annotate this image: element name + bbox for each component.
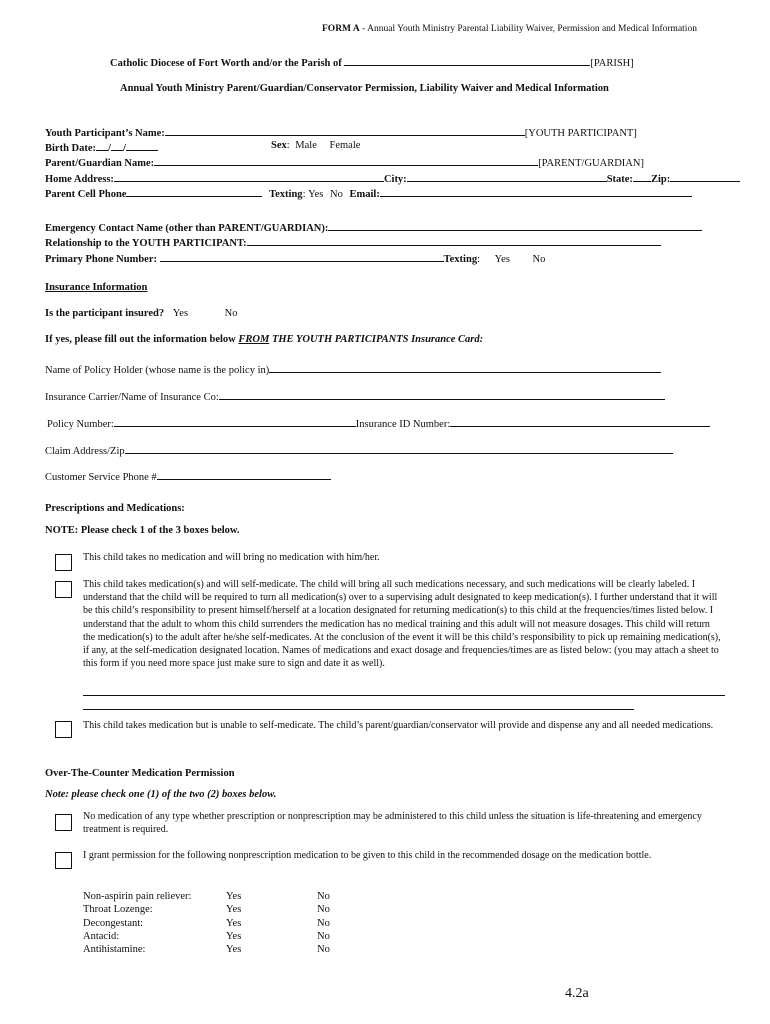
insurance-heading: Insurance Information: [45, 282, 148, 293]
medication-line-2[interactable]: [83, 709, 634, 710]
guardian-label: Parent/Guardian Name:: [45, 158, 155, 169]
insured-no[interactable]: No: [224, 308, 238, 319]
insured-yes[interactable]: Yes: [172, 308, 189, 319]
otc-item-name: Non-aspirin pain reliever:: [83, 891, 192, 902]
service-phone-field[interactable]: [157, 469, 331, 480]
emergency-texting-yes[interactable]: Yes: [494, 254, 510, 265]
otc-yes-option[interactable]: Yes: [226, 944, 242, 956]
carrier-row: [45, 389, 665, 403]
no-otc-checkbox[interactable]: [55, 814, 72, 831]
emergency-texting-label: Texting: [443, 254, 478, 265]
instr-text: THE YOUTH PARTICIPANTS Insurance Card: [269, 334, 480, 345]
policy-holder-row: [45, 362, 661, 376]
claim-row: [45, 443, 673, 457]
grant-otc-text: I grant permission for the following nonprescription medication to be given to this child in the recommended dosage on the medication bottle.: [83, 850, 652, 861]
otc-item-name: Antacid:: [83, 930, 120, 942]
insurance-id-field[interactable]: [450, 416, 710, 427]
otc-item-name: Decongestant:: [83, 917, 144, 929]
otc-item-names: [83, 890, 191, 956]
guardian-field[interactable]: [154, 155, 538, 166]
insured-row: [45, 308, 238, 319]
otc-no-option[interactable]: No: [317, 944, 330, 956]
grant-otc-checkbox[interactable]: [55, 852, 72, 869]
parish-field[interactable]: [344, 55, 590, 66]
prescriptions-note: NOTE: Please check 1 of the 3 boxes below.: [45, 525, 240, 536]
policy-holder-label: Name of Policy Holder (whose name is the policy in): [45, 365, 270, 376]
texting-no[interactable]: No: [330, 189, 343, 200]
medication-line-1[interactable]: [83, 695, 725, 696]
sex-female[interactable]: Female: [329, 140, 361, 151]
relationship-field[interactable]: [247, 235, 661, 246]
address-label: Home Address:: [45, 174, 114, 185]
guardian-row: [45, 155, 644, 169]
diocese-label: Catholic Diocese of Fort Worth and/or the Parish of: [110, 58, 342, 69]
service-phone-label: Customer Service Phone #: [45, 472, 157, 483]
guardian-suffix: [PARENT/GUARDIAN]: [538, 158, 644, 169]
emergency-contact-label: Emergency Contact Name (other than PARENT/GUARDIAN):: [45, 223, 329, 234]
address-field[interactable]: [114, 171, 384, 182]
policy-number-row: [47, 416, 710, 430]
sex-label: Sex: [271, 140, 287, 151]
emergency-texting-no[interactable]: No: [532, 254, 546, 265]
texting-label: Texting: [269, 189, 303, 200]
city-label: City:: [383, 174, 407, 185]
texting-yes[interactable]: Yes: [308, 189, 324, 200]
insurance-instructions: If yes, please fill out the information below FROM THE YOUTH PARTICIPANTS Insurance Card:: [45, 334, 484, 345]
zip-field[interactable]: [670, 171, 740, 182]
cell-row: Parent Cell Phone Texting: Yes No Email:: [45, 186, 692, 200]
participant-name-field[interactable]: [165, 125, 525, 136]
policy-number-field[interactable]: [114, 416, 356, 427]
otc-no-option[interactable]: No: [317, 891, 330, 902]
otc-no-option[interactable]: No: [317, 917, 330, 929]
insurance-id-label: Insurance ID Number:: [355, 419, 451, 430]
otc-no-column: [317, 890, 330, 956]
participant-name-suffix: [YOUTH PARTICIPANT]: [524, 128, 637, 139]
insured-question: Is the participant insured?: [45, 308, 165, 319]
birth-sep: /: [108, 143, 111, 154]
sex-row: Sex: Male Female: [271, 140, 361, 151]
zip-label: Zip:: [650, 174, 671, 185]
prescriptions-heading: Prescriptions and Medications:: [45, 503, 185, 514]
otc-yes-option[interactable]: Yes: [226, 904, 242, 916]
form-title: - Annual Youth Ministry Parental Liability Waiver, Permission and Medical Information: [359, 24, 697, 34]
self-medicate-text: This child takes medication(s) and will self-medicate. The child will bring all such medications necessary, and such medications will be clearly labeled. I understand that the child will be required to turn all medication(s) over to a supervising adult designated to keep medication(s). I further understand that it will be this child’s responsibility to present himself/herself at a location designated for returning medication(s) to this child at the frequencies/times listed below. I understand that the adult to whom this child surrenders the medication has no medical training and this adult will not measure dosages. This child will return the medication(s) to the adult after he/she self-medicates. At the conclusion of the event it will be this child’s responsibility to pick up remaining medication(s), if any, at the self-medication designated location. Names of medications and exact dosage and frequencies/times are as listed below: (you may attach a sheet to this form if you need more space just make sure to sign and date it as well).: [83, 579, 721, 670]
city-field[interactable]: [407, 171, 607, 182]
emergency-contact-row: [45, 220, 702, 234]
state-field[interactable]: [633, 171, 651, 182]
page-number: 4.2a: [565, 986, 589, 1001]
birth-date-label: Birth Date:: [45, 143, 97, 154]
main-title: Annual Youth Ministry Parent/Guardian/Conservator Permission, Liability Waiver and Medical Information: [120, 83, 609, 94]
participant-name-label: Youth Participant’s Name:: [45, 128, 165, 139]
state-label: State:: [606, 174, 633, 185]
birth-month-field[interactable]: [96, 140, 108, 151]
otc-note: Note: please check one (1) of the two (2) boxes below.: [45, 789, 277, 800]
relationship-row: [45, 235, 661, 249]
form-label: FORM A: [322, 24, 360, 34]
primary-phone-label: Primary Phone Number: [45, 254, 154, 265]
cell-label: Parent Cell Phone: [45, 189, 127, 200]
birth-sep: /: [122, 143, 126, 154]
cell-field[interactable]: [126, 186, 262, 197]
emergency-contact-field[interactable]: [328, 220, 702, 231]
otc-no-option[interactable]: No: [317, 904, 330, 916]
claim-field[interactable]: [125, 443, 673, 454]
cannot-self-medicate-text: This child takes medication but is unable to self-medicate. The child’s parent/guardian/conservator will provide and dispense any and all needed medications.: [83, 720, 714, 731]
otc-yes-option[interactable]: Yes: [226, 917, 242, 929]
instr-text: If yes, please fill out the information below: [45, 334, 239, 345]
carrier-label: Insurance Carrier/Name of Insurance Co:: [45, 392, 219, 403]
policy-number-label: Policy Number:: [47, 419, 114, 430]
otc-yes-option[interactable]: Yes: [226, 891, 242, 902]
no-medication-checkbox[interactable]: [55, 554, 72, 571]
primary-phone-row: Primary Phone Number: Texting: Yes No: [45, 251, 545, 265]
diocese-line: [110, 55, 634, 69]
form-header: [322, 24, 697, 34]
birth-year-field[interactable]: [126, 140, 158, 151]
otc-item-name: Antihistamine:: [83, 944, 146, 956]
participant-name-row: [45, 125, 637, 139]
otc-item-name: Throat Lozenge:: [83, 904, 153, 916]
email-label: Email:: [349, 189, 380, 200]
email-field[interactable]: [380, 186, 692, 197]
otc-yes-option[interactable]: Yes: [226, 930, 242, 942]
otc-no-option[interactable]: No: [317, 930, 330, 942]
parish-suffix: [PARISH]: [590, 58, 634, 69]
instr-from: FROM: [238, 334, 270, 345]
cannot-self-medicate-checkbox[interactable]: [55, 721, 72, 738]
policy-holder-field[interactable]: [269, 362, 661, 373]
service-phone-row: [45, 469, 331, 483]
otc-yes-column: [226, 890, 241, 956]
primary-phone-field[interactable]: [160, 251, 444, 262]
carrier-field[interactable]: [219, 389, 665, 400]
self-medicate-checkbox[interactable]: [55, 581, 72, 598]
claim-label: Claim Address/Zip: [45, 446, 125, 457]
address-row: [45, 171, 740, 185]
relationship-label: Relationship to the YOUTH PARTICIPANT:: [45, 238, 247, 249]
birth-day-field[interactable]: [111, 140, 123, 151]
birth-date-row: [45, 140, 158, 154]
otc-heading: Over-The-Counter Medication Permission: [45, 768, 235, 779]
no-medication-text: This child takes no medication and will bring no medication with him/her.: [83, 552, 380, 563]
no-otc-text: No medication of any type whether prescription or nonprescription may be administered to this child unless the situation is life-threatening and emergency treatment is required.: [83, 811, 702, 836]
sex-male[interactable]: Male: [295, 140, 317, 151]
